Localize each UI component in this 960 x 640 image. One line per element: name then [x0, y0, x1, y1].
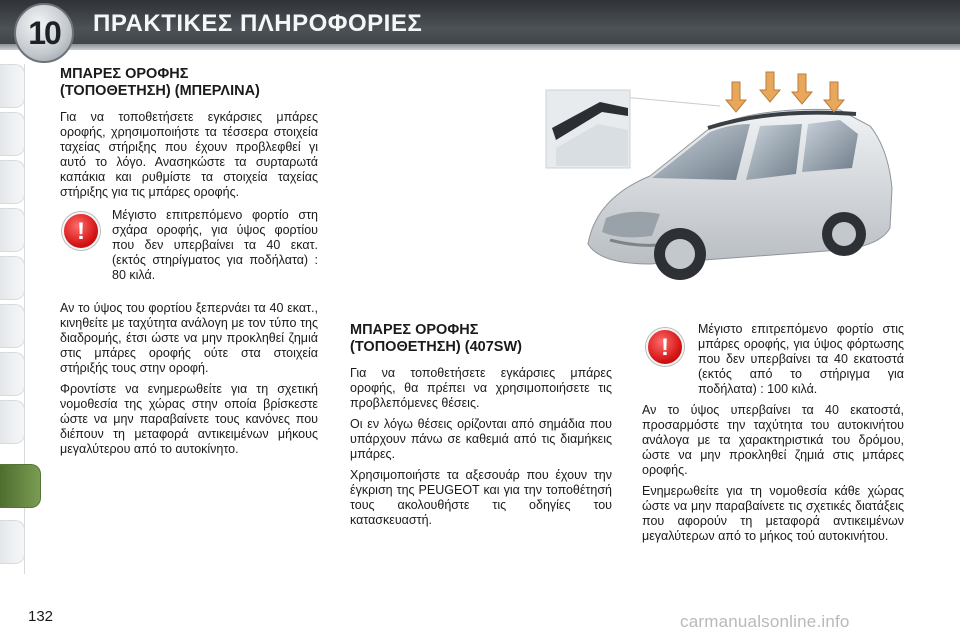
side-tab[interactable]	[0, 160, 25, 204]
header-strip	[0, 44, 960, 50]
heading-line: ΜΠΑΡΕΣ ΟΡΟΦΗΣ	[60, 66, 189, 82]
side-tabs	[0, 64, 30, 574]
roof-detail-inset	[546, 90, 630, 168]
warning-icon: !	[62, 212, 100, 250]
side-tab-active[interactable]	[0, 464, 41, 508]
heading-line: ΜΠΑΡΕΣ ΟΡΟΦΗΣ	[350, 322, 479, 338]
car-roof-bars-illustration	[540, 68, 900, 300]
chapter-badge: 10	[14, 3, 74, 63]
paragraph: Οι εν λόγω θέσεις ορίζονται από σημάδια που υπάρχουν πάνω σε καθεμιά από τις διαμήκεις μπάρες.	[350, 417, 612, 461]
side-tab[interactable]	[0, 112, 25, 156]
warning-text: Μέγιστο επιτρεπόμενο φορτίο στη σχάρα οροφής, για ύψος φορτίου που δεν υπερβαίνει τα 40 εκατ. (εκτός στηρίγματος για ποδήλατα) : 80 κιλά.	[112, 208, 318, 282]
middle-column	[350, 322, 612, 534]
page-number: 132	[28, 608, 54, 625]
warning-block	[642, 322, 904, 397]
paragraph: Ενημερωθείτε για τη νομοθεσία κάθε χώρας ώστε να μην παραβαίνετε τις σχετικές διατάξεις που αφορούν τη μεταφορά αντικειμένων μεγαλύτερων από το μήκος τού αυτοκινήτου.	[642, 484, 904, 543]
side-tab[interactable]	[0, 400, 25, 444]
heading-line: (ΤΟΠΟΘΕΤΗΣΗ) (ΜΠΕΡΛΙΝΑ)	[60, 83, 260, 99]
left-column	[60, 66, 318, 463]
paragraph: Χρησιμοποιήστε τα αξεσουάρ που έχουν την έγκριση της PEUGEOT και για την τοποθέτησή τους ακολουθήστε τις οδηγίες του κατασκευαστή.	[350, 468, 612, 527]
paragraph: Για να τοποθετήσετε εγκάρσιες μπάρες οροφής, θα πρέπει να χρησιμοποιήσετε τις προβλεπόμενες θέσεις.	[350, 366, 612, 410]
watermark: carmanualsonline.info	[680, 612, 850, 631]
warning-text: Μέγιστο επιτρεπόμενο φορτίο στις μπάρες οροφής, για ύψος φόρτωσης που δεν υπερβαίνει τα 40 εκατοστά (εκτός από το στήριγμα για ποδήλατα) : 100 κιλά.	[698, 322, 904, 396]
warning-icon: !	[646, 328, 684, 366]
side-tab[interactable]	[0, 256, 25, 300]
section-heading	[350, 322, 612, 356]
side-tab[interactable]	[0, 64, 25, 108]
page-title: ΠΡΑΚΤΙΚΕΣ ΠΛΗΡΟΦΟΡΙΕΣ	[93, 10, 423, 37]
paragraph: Αν το ύψος του φορτίου ξεπερνάει τα 40 εκατ., κινηθείτε με ταχύτητα ανάλογη με τον τύπο της διαδρομής, έτσι ώστε να μην προκληθεί ζημιά στις μπάρες οροφής ούτε στα στοιχεία στήριξής τους στην οροφή.	[60, 301, 318, 375]
right-column	[642, 322, 904, 550]
intro-paragraph: Για να τοποθετήσετε εγκάρσιες μπάρες οροφής, χρησιμοποιήστε τα τέσσερα στοιχεία ταχείας στήριξης που έχουν προβλεφθεί γι αυτό το λόγο. Ανασηκώστε τα συρταρωτά καπάκια και ρυθμίστε τα στοιχεία ταχείας στήριξης για τις μπάρες οροφής.	[60, 110, 318, 199]
side-tab[interactable]	[0, 352, 25, 396]
paragraph: Φροντίστε να ενημερωθείτε για τη σχετική νομοθεσία της χώρας στην οποία βρίσκεστε ώστε να μην παραβαίνετε τους κανόνες που διέπουν τη μεταφορά αντικειμένων μήκους μεγαλύτερου από το αυτοκίνητο.	[60, 382, 318, 456]
side-tab[interactable]	[0, 208, 25, 252]
paragraph: Αν το ύψος υπερβαίνει τα 40 εκατοστά, προσαρμόστε την ταχύτητα του αυτοκινήτου ανάλογα με τα χαρακτηριστικά του δρόμου, ώστε να μην προκληθεί ζημιά στις μπάρες οροφής.	[642, 403, 904, 477]
warning-block	[60, 208, 318, 283]
section-heading	[60, 66, 318, 100]
side-tab[interactable]	[0, 304, 25, 348]
side-tab[interactable]	[0, 520, 25, 564]
heading-line: (ΤΟΠΟΘΕΤΗΣΗ) (407SW)	[350, 339, 522, 355]
